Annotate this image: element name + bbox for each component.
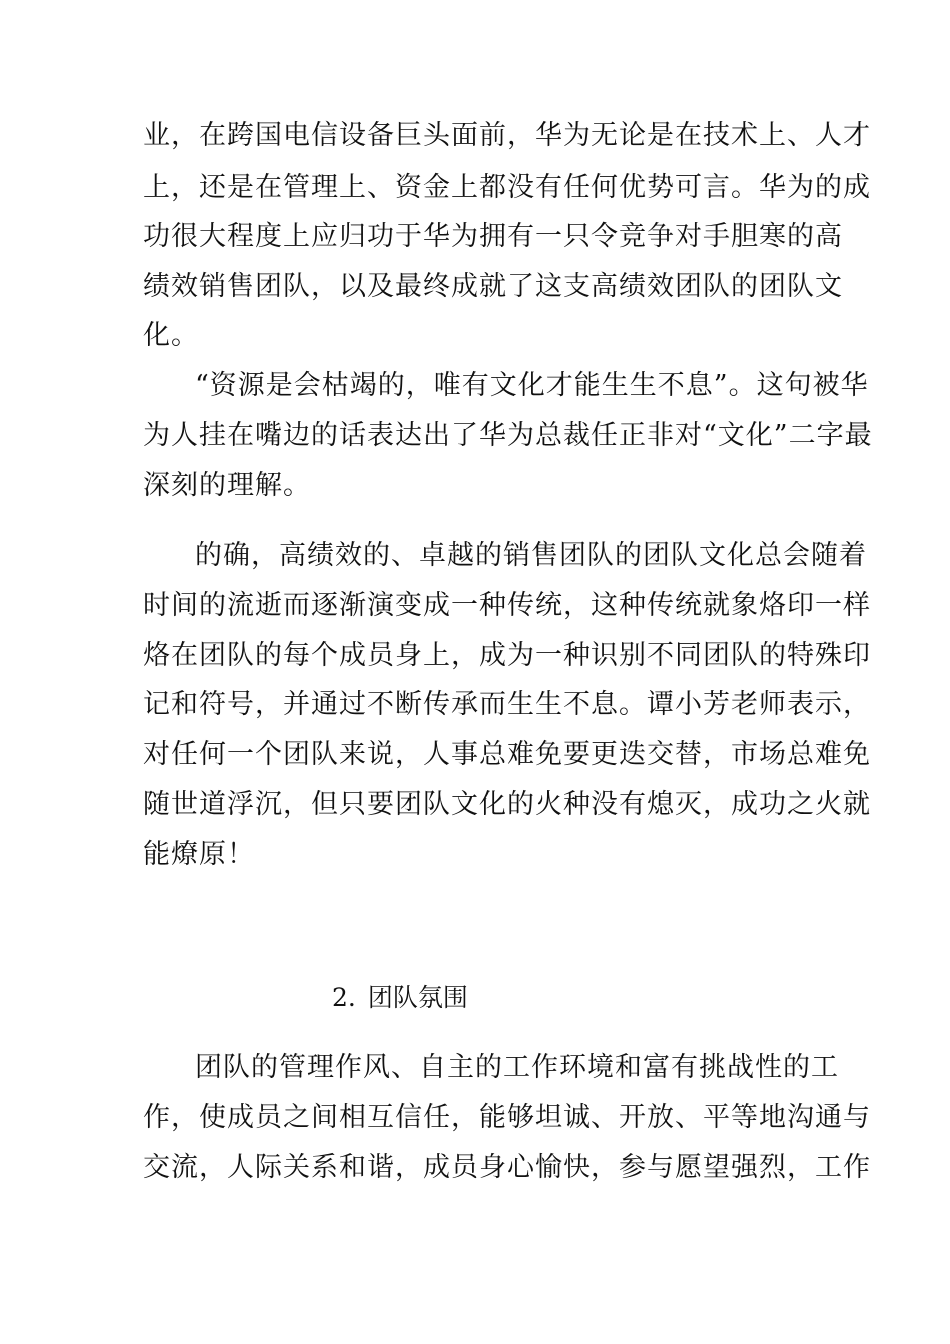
paragraph-line: 团队的管理作风、自主的工作环境和富有挑战性的工 — [195, 1052, 839, 1083]
paragraph-line: 深刻的理解。 — [143, 470, 311, 501]
paragraph-line: 交流，人际关系和谐，成员身心愉快，参与愿望强烈，工作 — [143, 1152, 871, 1183]
paragraph-line: 化。 — [143, 320, 199, 351]
paragraph-line: 对任何一个团队来说，人事总难免要更迭交替，市场总难免 — [143, 739, 871, 770]
paragraph-line: “资源是会枯竭的，唯有文化才能生生不息”。这句被华 — [195, 370, 869, 401]
paragraph-line: 烙在团队的每个成员身上，成为一种识别不同团队的特殊印 — [143, 640, 871, 671]
paragraph-line: 业，在跨国电信设备巨头面前，华为无论是在技术上、人才 — [143, 120, 871, 151]
section-number: 2. — [332, 983, 356, 1012]
section-heading — [332, 982, 468, 1014]
paragraph-line: 绩效销售团队，以及最终成就了这支高绩效团队的团队文 — [143, 271, 843, 302]
section-title: 团队氛围 — [367, 983, 468, 1012]
paragraph-line: 作，使成员之间相互信任，能够坦诚、开放、平等地沟通与 — [143, 1102, 871, 1133]
paragraph-line: 为人挂在嘴边的话表达出了华为总裁任正非对“文化”二字最 — [143, 420, 873, 451]
paragraph-line: 的确，高绩效的、卓越的销售团队的团队文化总会随着 — [195, 540, 867, 571]
paragraph-line: 上，还是在管理上、资金上都没有任何优势可言。华为的成 — [143, 172, 871, 203]
paragraph-line: 时间的流逝而逐渐演变成一种传统，这种传统就象烙印一样 — [143, 590, 871, 621]
paragraph-line: 随世道浮沉，但只要团队文化的火种没有熄灭，成功之火就 — [143, 789, 871, 820]
paragraph-line: 记和符号，并通过不断传承而生生不息。谭小芳老师表示， — [143, 689, 871, 720]
paragraph-line: 功很大程度上应归功于华为拥有一只令竞争对手胆寒的高 — [143, 221, 843, 252]
paragraph-line: 能燎原！ — [143, 839, 255, 870]
